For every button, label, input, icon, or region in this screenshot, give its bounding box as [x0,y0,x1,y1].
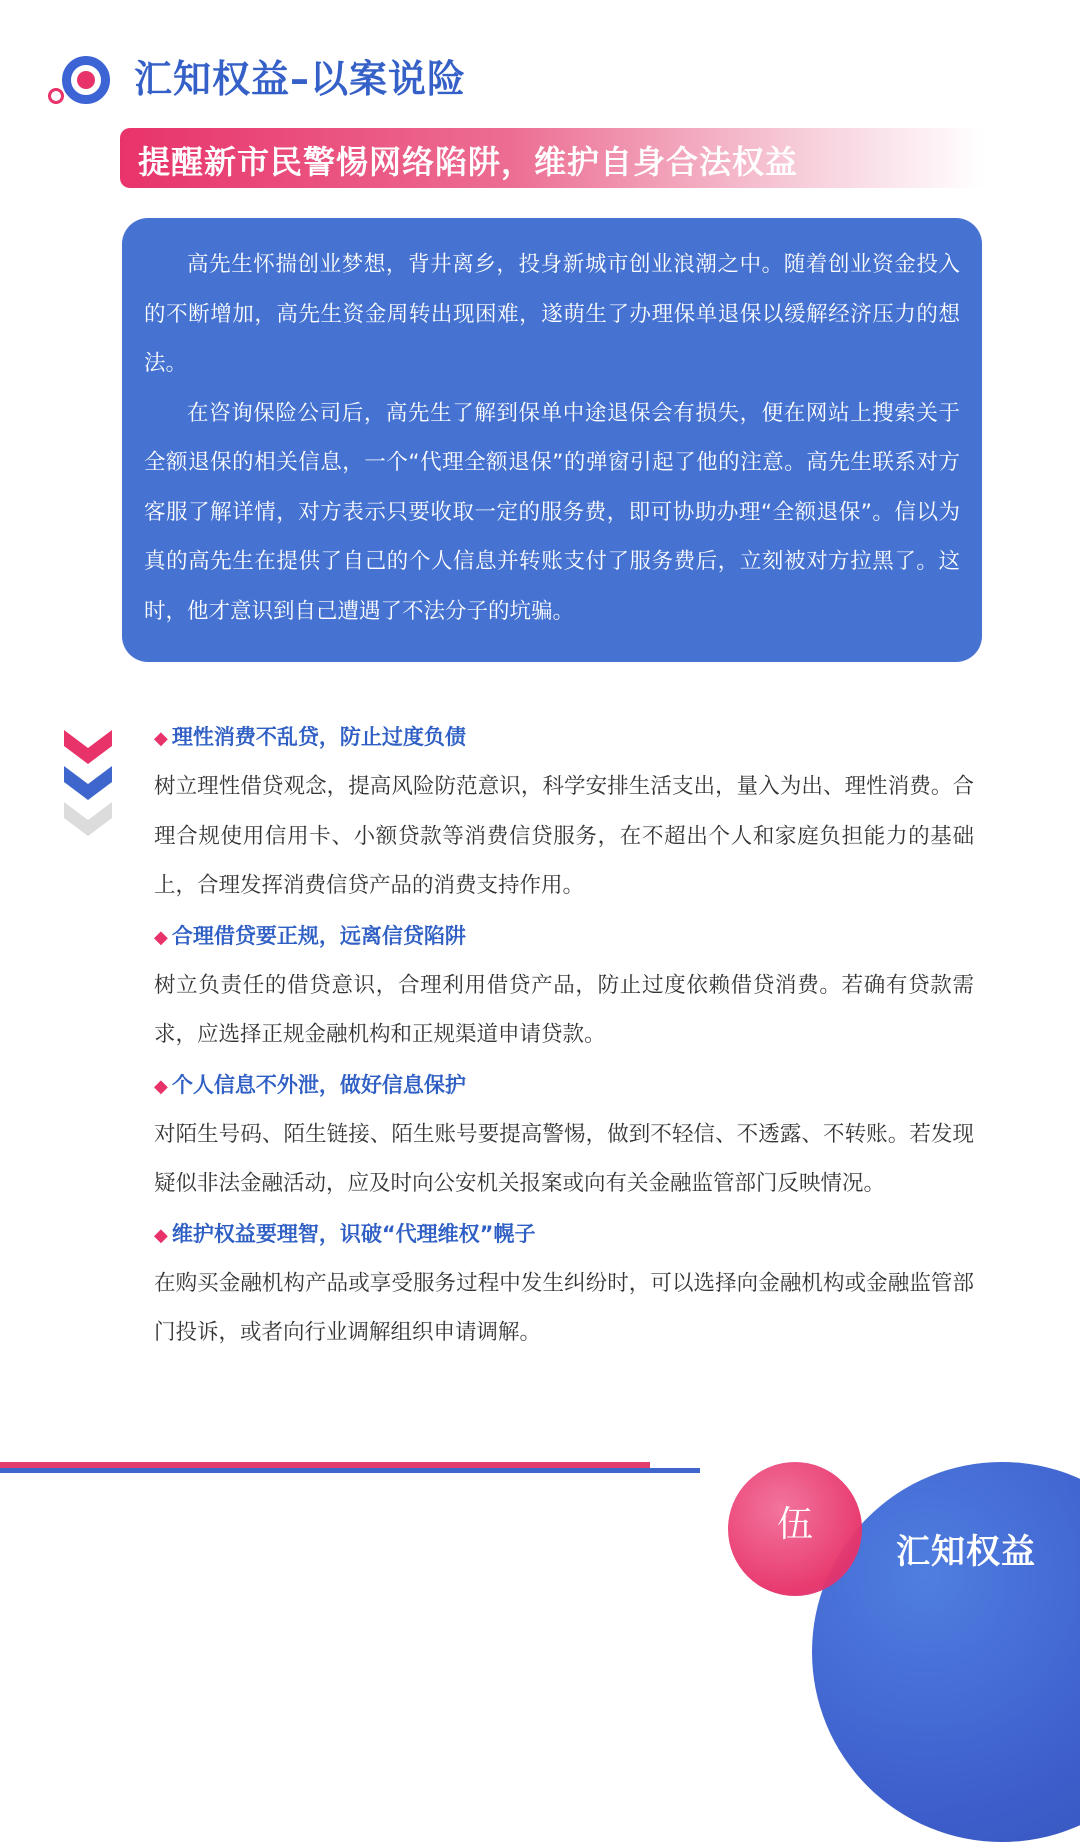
brand-name: 汇知权益 [896,1532,1036,1572]
case-story-box [122,218,982,662]
page-title: 汇知权益–以案说险 [134,57,467,101]
page-number: 伍 [776,1504,813,1545]
tip-body: 对陌生号码、陌生链接、陌生账号要提高警惕，做到不轻信、不透露、不转账。若发现疑似非法金融活动，应及时向公安机关报案或向有关金融监管部门反映情况。 [154,1121,974,1196]
logo-icon [44,54,116,106]
subtitle-text: 提醒新市民警惕网络陷阱，维护自身合法权益 [138,143,799,181]
tip-heading-text: 维护权益要理智，识破“代理维权”幌子 [171,1221,536,1246]
footer-divider-blue [0,1468,700,1473]
tip-heading-text: 合理借贷要正规，远离信贷陷阱 [171,923,466,948]
chevron-down-icon [64,802,112,840]
page-number-badge [728,1462,862,1596]
tip-heading [154,911,974,961]
chevron-stack [64,730,112,845]
tip-heading [154,1209,974,1259]
tip-body: 在购买金融机构产品或享受服务过程中发生纠纷时，可以选择向金融机构或金融监管部门投诉，或者向行业调解组织申请调解。 [154,1270,974,1345]
tip-body: 树立理性借贷观念，提高风险防范意识，科学安排生活支出，量入为出、理性消费。合理合规使用信用卡、小额贷款等消费信贷服务，在不超出个人和家庭负担能力的基础上，合理发挥消费信贷产品的消费支持作用。 [154,774,974,898]
story-paragraph: 在咨询保险公司后，高先生了解到保单中途退保会有损失，便在网站上搜索关于全额退保的相关信息，一个“代理全额退保”的弹窗引起了他的注意。高先生联系对方客服了解详情，对方表示只要收取一定的服务费，即可协助办理“全额退保”。信以为真的高先生在提供了自己的个人信息并转账支付了服务费后，立刻被对方拉黑了。这时，他才意识到自己遭遇了不法分子的坑骗。 [144,400,960,624]
tip-heading-text: 理性消费不乱贷，防止过度负债 [171,725,466,749]
logo-ring [62,56,110,104]
tips-list [154,712,974,1358]
tip-heading [154,1060,974,1110]
diamond-bullet-icon: ◆ [154,926,168,948]
chevron-down-icon [64,730,112,768]
diamond-bullet-icon: ◆ [154,1075,168,1097]
chevron-down-icon [64,766,112,804]
tip-body: 树立负责任的借贷意识，合理利用借贷产品，防止过度依赖借贷消费。若确有贷款需求，应选择正规金融机构和正规渠道申请贷款。 [154,972,974,1047]
story-paragraph: 高先生怀揣创业梦想，背井离乡，投身新城市创业浪潮之中。随着创业资金投入的不断增加，高先生资金周转出现困难，遂萌生了办理保单退保以缓解经济压力的想法。 [144,252,960,376]
logo-dot [48,88,64,104]
subtitle-banner [120,128,984,188]
tip-heading-text: 个人信息不外泄，做好信息保护 [171,1072,466,1097]
diamond-bullet-icon: ◆ [154,1224,168,1246]
diamond-bullet-icon: ◆ [154,728,168,749]
tip-heading [154,712,974,762]
